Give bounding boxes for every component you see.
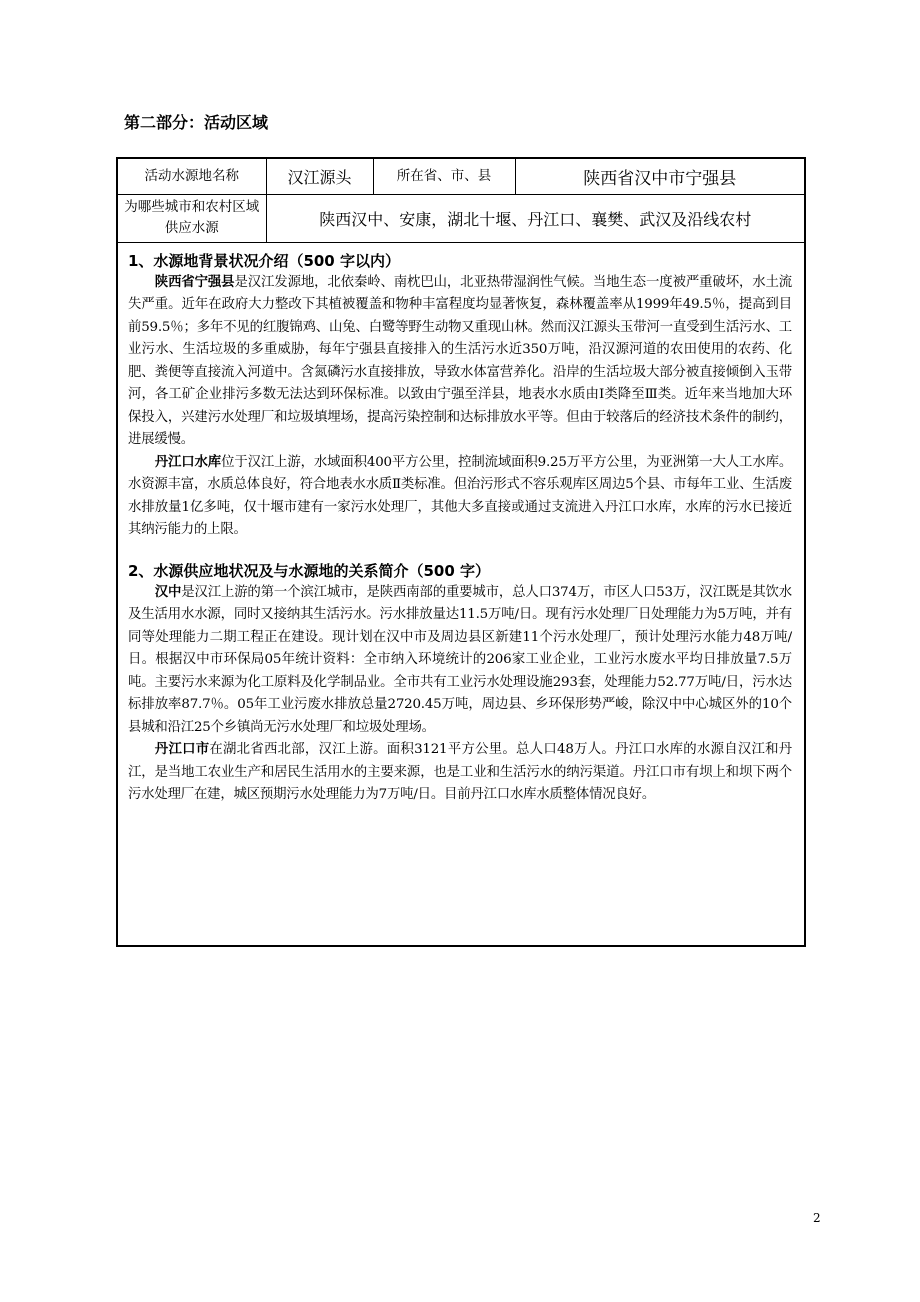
section-heading-supply: 2、水源供应地状况及与水源地的关系简介（500 字） <box>128 561 490 580</box>
paragraph-subject: 丹江口市 <box>154 742 210 757</box>
paragraph-danjiangkou-reservoir <box>128 452 792 542</box>
paragraph-hanzhong <box>128 582 792 740</box>
page-number: 2 <box>813 1211 821 1225</box>
paragraph-subject: 陕西省宁强县 <box>154 274 235 290</box>
source-name-label: 活动水源地名称 <box>118 159 266 194</box>
supply-area-label: 为哪些城市和农村区域供应水源 <box>118 194 266 242</box>
region-value: 陕西省汉中市宁强县 <box>515 159 804 194</box>
paragraph-subject: 丹江口水库 <box>154 454 222 470</box>
paragraph-danjiangkou-city <box>128 739 792 807</box>
paragraph-subject: 汉中 <box>154 584 182 600</box>
paragraph-ningqiang <box>128 272 792 452</box>
section-title: 第二部分：活动区域 <box>124 113 269 132</box>
paragraph-text: 位于汉江上游，水域面积400平方公里，控制流域面积9.25万平方公里，为亚洲第一大人工水库。水资源丰富，水质总体良好，符合地表水水质Ⅱ类标准。但治污形式不容乐观库区周边5个县、市每年工业、生活废水排放量1亿多吨，仅十堰市建有一家污水处理厂，其他大多直接或通过支流进入丹江口水库，水库的污水已接近其纳污能力的上限。 <box>128 454 793 537</box>
section-heading-background: 1、水源地背景状况介绍（500 字以内） <box>128 251 400 270</box>
paragraph-text: 是汉江上游的第一个滨江城市，是陕西南部的重要城市，总人口374万，市区人口53万，汉江既是其饮水及生活用水水源，同时又接纳其生活污水。污水排放量达11.5万吨/日。现有污水处理厂日处理能力为5万吨，并有同等处理能力二期工程正在建设。现计划在汉中市及周边县区新建11个污水处理厂，预计处理污水能力48万吨/日。根据汉中市环保局05年统计资料：全市纳入环境统计的206家工业企业，工业污水废水平均日排放量7.5万吨。主要污水来源为化工原料及化学制品业。全市共有工业污水处理设施293套，处理能力52.77万吨/日，污水达标排放率87.7％。05年工业污废水排放总量2720.45万吨，周边县、乡环保形势严峻，除汉中中心城区外的10个县城和沿江25个乡镇尚无污水处理厂和垃圾处理场。 <box>128 584 792 735</box>
source-name-value: 汉江源头 <box>266 159 373 194</box>
content-area <box>118 243 804 807</box>
activity-region-form <box>116 157 806 947</box>
supply-area-value: 陕西汉中、安康，湖北十堰、丹江口、襄樊、武汉及沿线农村 <box>266 194 804 242</box>
paragraph-text: 在湖北省西北部，汉江上游。面积3121平方公里。总人口48万人。丹江口水库的水源自汉江和丹江，是当地工农业生产和居民生活用水的主要来源，也是工业和生活污水的纳污渠道。丹江口市有坝上和坝下两个污水处理厂在建，城区预期污水处理能力为7万吨/日。目前丹江口水库水质整体情况良好。 <box>128 742 792 802</box>
table-row <box>118 159 804 194</box>
paragraph-text: 是汉江发源地，北依秦岭、南枕巴山，北亚热带湿润性气候。当地生态一度被严重破坏，水土流失严重。近年在政府大力整改下其植被覆盖和物种丰富程度均显著恢复，森林覆盖率从1999年49.5％，提高到目前59.5％；多年不见的红腹锦鸡、山兔、白鹭等野生动物又重现山林。然而汉江源头玉带河一直受到生活污水、工业污水、生活垃圾的多重威胁，每年宁强县直接排入的生活污水近350万吨，沿汉源河道的农田使用的农药、化肥、粪便等直接流入河道中。含氮磷污水直接排放，导致水体富营养化。沿岸的生活垃圾大部分被直接倾倒入玉带河，各工矿企业排污多数无法达到环保标准。以致由宁强至洋县，地表水水质由Ⅰ类降至Ⅲ类。近年来当地加大环保投入，兴建污水处理厂和垃圾填埋场，提高污染控制和达标排放水平等。但由于较落后的经济技术条件的制约，进展缓慢。 <box>128 274 792 447</box>
region-label: 所在省、市、县 <box>373 159 515 194</box>
table-row <box>118 194 804 242</box>
water-source-table <box>118 159 804 243</box>
